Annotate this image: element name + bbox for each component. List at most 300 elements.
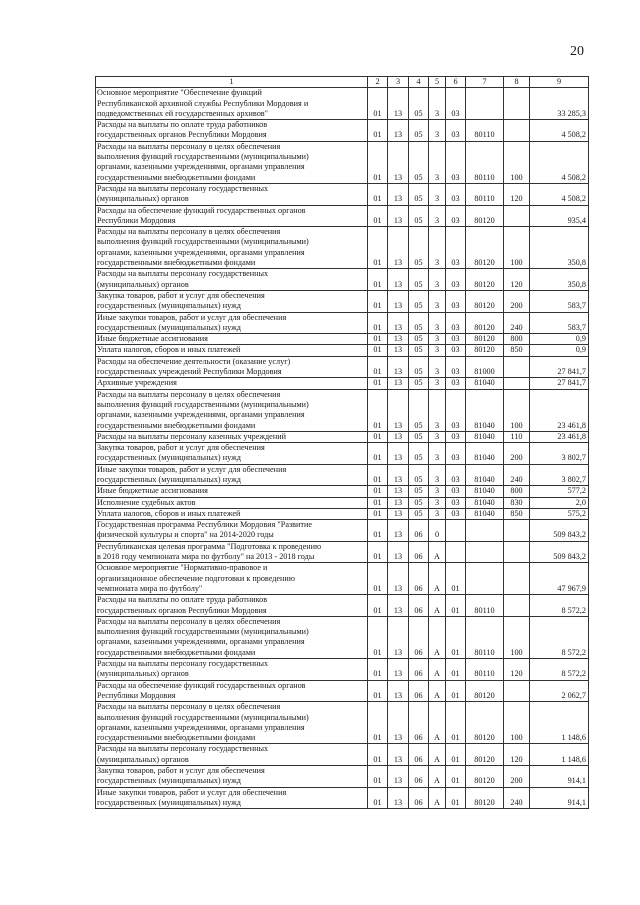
row-name: Расходы на обеспечение функций государственных органов Республики Мордовия <box>96 680 368 702</box>
code-subprogram: А <box>429 616 446 658</box>
amount: 350,8 <box>530 269 589 291</box>
amount: 23 461,8 <box>530 389 589 431</box>
code-subprogram: 0 <box>429 520 446 542</box>
code-expense-type: 110 <box>504 431 530 442</box>
code-section: 01 <box>368 205 388 227</box>
row-name: Основное мероприятие "Нормативно-правовое и организационное обеспечение подготовки к проведению чемпионата мира по футболу" <box>96 563 368 595</box>
code-activity: 03 <box>446 120 466 142</box>
code-direction: 80120 <box>466 702 504 744</box>
table-row <box>96 269 589 291</box>
code-direction: 80110 <box>466 141 504 183</box>
code-program: 05 <box>409 508 429 519</box>
row-name: Расходы на выплаты персоналу государственных (муниципальных) органов <box>96 269 368 291</box>
code-subprogram: 3 <box>429 141 446 183</box>
code-activity: 01 <box>446 595 466 617</box>
code-subsection: 13 <box>388 120 409 142</box>
code-program: 06 <box>409 595 429 617</box>
code-expense-type: 100 <box>504 702 530 744</box>
row-name: Иные бюджетные ассигнования <box>96 486 368 497</box>
table-row <box>96 595 589 617</box>
code-expense-type: 200 <box>504 290 530 312</box>
amount: 4 508,2 <box>530 120 589 142</box>
row-name: Закупка товаров, работ и услуг для обеспечения государственных (муниципальных) нужд <box>96 443 368 465</box>
code-subsection: 13 <box>388 659 409 681</box>
code-direction: 80120 <box>466 205 504 227</box>
table-row <box>96 334 589 345</box>
code-expense-type: 100 <box>504 141 530 183</box>
amount: 27 841,7 <box>530 378 589 389</box>
row-name: Архивные учреждения <box>96 378 368 389</box>
table-row <box>96 141 589 183</box>
code-section: 01 <box>368 680 388 702</box>
table-row <box>96 702 589 744</box>
code-activity: 03 <box>446 183 466 205</box>
code-expense-type <box>504 88 530 120</box>
code-subsection: 13 <box>388 520 409 542</box>
code-activity: 03 <box>446 269 466 291</box>
code-subprogram: А <box>429 659 446 681</box>
code-section: 01 <box>368 227 388 269</box>
table-row <box>96 183 589 205</box>
amount: 8 572,2 <box>530 616 589 658</box>
code-subsection: 13 <box>388 205 409 227</box>
code-subsection: 13 <box>388 497 409 508</box>
amount: 350,8 <box>530 227 589 269</box>
row-name: Уплата налогов, сборов и иных платежей <box>96 508 368 519</box>
amount: 27 841,7 <box>530 356 589 378</box>
code-activity: 01 <box>446 787 466 809</box>
code-activity: 03 <box>446 227 466 269</box>
code-direction: 80120 <box>466 766 504 788</box>
code-subsection: 13 <box>388 345 409 356</box>
code-program: 05 <box>409 120 429 142</box>
column-header: 1 <box>96 77 368 88</box>
code-subsection: 13 <box>388 616 409 658</box>
code-section: 01 <box>368 356 388 378</box>
code-section: 01 <box>368 141 388 183</box>
row-name: Республиканская целевая программа "Подготовка к проведению в 2018 году чемпионата мира по футболу" на 2013 - 2018 годы <box>96 541 368 563</box>
code-expense-type <box>504 541 530 563</box>
code-activity: 03 <box>446 508 466 519</box>
code-direction: 80120 <box>466 744 504 766</box>
code-program: 05 <box>409 290 429 312</box>
code-section: 01 <box>368 312 388 334</box>
code-program: 06 <box>409 659 429 681</box>
code-subprogram: 3 <box>429 269 446 291</box>
code-section: 01 <box>368 595 388 617</box>
code-activity: 01 <box>446 680 466 702</box>
code-subsection: 13 <box>388 563 409 595</box>
code-section: 01 <box>368 497 388 508</box>
code-subprogram: 3 <box>429 443 446 465</box>
table-row <box>96 312 589 334</box>
table-row <box>96 431 589 442</box>
code-expense-type <box>504 563 530 595</box>
table-body <box>96 88 589 809</box>
amount: 47 967,9 <box>530 563 589 595</box>
table-row <box>96 787 589 809</box>
code-activity: 01 <box>446 563 466 595</box>
code-subsection: 13 <box>388 141 409 183</box>
code-expense-type: 800 <box>504 486 530 497</box>
code-direction <box>466 541 504 563</box>
code-subsection: 13 <box>388 334 409 345</box>
amount: 509 843,2 <box>530 541 589 563</box>
code-expense-type: 120 <box>504 744 530 766</box>
code-subprogram: 3 <box>429 88 446 120</box>
table-row <box>96 345 589 356</box>
amount: 1 148,6 <box>530 744 589 766</box>
code-activity <box>446 541 466 563</box>
code-subprogram: 3 <box>429 290 446 312</box>
code-subsection: 13 <box>388 290 409 312</box>
code-program: 05 <box>409 88 429 120</box>
row-name: Расходы на выплаты персоналу казенных учреждений <box>96 431 368 442</box>
table-row <box>96 744 589 766</box>
row-name: Основное мероприятие "Обеспечение функций Республиканской архивной службы Республики Мордовия и подведомственных ей государственных архивов" <box>96 88 368 120</box>
code-program: 05 <box>409 345 429 356</box>
code-program: 05 <box>409 141 429 183</box>
code-subprogram: 3 <box>429 464 446 486</box>
code-subprogram: 3 <box>429 389 446 431</box>
code-expense-type: 240 <box>504 312 530 334</box>
code-subprogram: 3 <box>429 508 446 519</box>
amount: 914,1 <box>530 787 589 809</box>
row-name: Уплата налогов, сборов и иных платежей <box>96 345 368 356</box>
code-subprogram: 3 <box>429 497 446 508</box>
amount: 33 285,3 <box>530 88 589 120</box>
code-subsection: 13 <box>388 464 409 486</box>
code-subsection: 13 <box>388 183 409 205</box>
code-subsection: 13 <box>388 595 409 617</box>
code-program: 06 <box>409 744 429 766</box>
code-direction: 81040 <box>466 431 504 442</box>
amount: 577,2 <box>530 486 589 497</box>
column-header: 5 <box>429 77 446 88</box>
code-program: 05 <box>409 486 429 497</box>
code-direction: 80120 <box>466 290 504 312</box>
code-direction: 81040 <box>466 464 504 486</box>
code-subprogram: А <box>429 702 446 744</box>
code-expense-type: 100 <box>504 227 530 269</box>
code-program: 05 <box>409 205 429 227</box>
amount: 575,2 <box>530 508 589 519</box>
code-section: 01 <box>368 508 388 519</box>
table-row <box>96 290 589 312</box>
code-subsection: 13 <box>388 88 409 120</box>
column-header: 8 <box>504 77 530 88</box>
code-subsection: 13 <box>388 702 409 744</box>
code-activity: 03 <box>446 497 466 508</box>
code-section: 01 <box>368 334 388 345</box>
code-section: 01 <box>368 389 388 431</box>
code-direction: 81040 <box>466 443 504 465</box>
amount: 2 062,7 <box>530 680 589 702</box>
code-section: 01 <box>368 88 388 120</box>
table-row <box>96 766 589 788</box>
code-direction: 80110 <box>466 616 504 658</box>
code-section: 01 <box>368 431 388 442</box>
code-activity: 03 <box>446 345 466 356</box>
code-direction: 81040 <box>466 508 504 519</box>
code-program: 05 <box>409 464 429 486</box>
code-activity: 03 <box>446 378 466 389</box>
table-row <box>96 486 589 497</box>
code-subprogram: 3 <box>429 486 446 497</box>
code-subsection: 13 <box>388 680 409 702</box>
row-name: Государственная программа Республики Мордовия "Развитие физической культуры и спорта" на 2014-2020 годы <box>96 520 368 542</box>
code-subprogram: 3 <box>429 183 446 205</box>
row-name: Расходы на выплаты персоналу государственных (муниципальных) органов <box>96 183 368 205</box>
code-direction: 80120 <box>466 680 504 702</box>
code-expense-type: 850 <box>504 345 530 356</box>
code-subsection: 13 <box>388 356 409 378</box>
code-expense-type <box>504 520 530 542</box>
column-header: 7 <box>466 77 504 88</box>
amount: 4 508,2 <box>530 141 589 183</box>
code-direction: 80120 <box>466 269 504 291</box>
row-name: Иные закупки товаров, работ и услуг для обеспечения государственных (муниципальных) нужд <box>96 787 368 809</box>
code-activity: 03 <box>446 205 466 227</box>
code-section: 01 <box>368 464 388 486</box>
code-direction: 80110 <box>466 120 504 142</box>
code-section: 01 <box>368 616 388 658</box>
code-subprogram: 3 <box>429 378 446 389</box>
code-program: 06 <box>409 541 429 563</box>
table-row <box>96 389 589 431</box>
amount: 583,7 <box>530 290 589 312</box>
code-expense-type: 120 <box>504 659 530 681</box>
code-expense-type <box>504 356 530 378</box>
code-program: 06 <box>409 787 429 809</box>
amount: 1 148,6 <box>530 702 589 744</box>
table-row <box>96 659 589 681</box>
code-program: 05 <box>409 497 429 508</box>
code-subsection: 13 <box>388 486 409 497</box>
code-direction: 81040 <box>466 486 504 497</box>
code-section: 01 <box>368 744 388 766</box>
table-row <box>96 520 589 542</box>
code-subprogram: 3 <box>429 356 446 378</box>
code-section: 01 <box>368 766 388 788</box>
code-section: 01 <box>368 541 388 563</box>
code-program: 06 <box>409 766 429 788</box>
code-program: 06 <box>409 563 429 595</box>
code-expense-type: 240 <box>504 787 530 809</box>
code-section: 01 <box>368 486 388 497</box>
row-name: Расходы на выплаты персоналу в целях обеспечения выполнения функций государственными (муниципальными) органами, казенными учреждениями, органами управления государственными внебюджетными фондами <box>96 702 368 744</box>
row-name: Расходы на выплаты персоналу в целях обеспечения выполнения функций государственными (муниципальными) органами, казенными учреждениями, органами управления государственными внебюджетными фондами <box>96 389 368 431</box>
code-subsection: 13 <box>388 227 409 269</box>
code-activity: 01 <box>446 766 466 788</box>
code-subprogram: А <box>429 563 446 595</box>
column-header: 6 <box>446 77 466 88</box>
row-name: Иные закупки товаров, работ и услуг для обеспечения государственных (муниципальных) нужд <box>96 312 368 334</box>
table-row <box>96 227 589 269</box>
code-subprogram: А <box>429 541 446 563</box>
code-activity <box>446 520 466 542</box>
table-row <box>96 616 589 658</box>
amount: 23 461,8 <box>530 431 589 442</box>
amount: 583,7 <box>530 312 589 334</box>
code-expense-type <box>504 680 530 702</box>
column-header: 3 <box>388 77 409 88</box>
code-section: 01 <box>368 183 388 205</box>
code-subsection: 13 <box>388 508 409 519</box>
header-row <box>96 77 589 88</box>
code-activity: 03 <box>446 290 466 312</box>
code-section: 01 <box>368 702 388 744</box>
table-row <box>96 88 589 120</box>
amount: 935,4 <box>530 205 589 227</box>
code-expense-type: 240 <box>504 464 530 486</box>
code-subprogram: А <box>429 744 446 766</box>
code-program: 05 <box>409 378 429 389</box>
code-direction: 80120 <box>466 227 504 269</box>
code-expense-type: 200 <box>504 443 530 465</box>
code-subprogram: 3 <box>429 312 446 334</box>
code-expense-type: 100 <box>504 616 530 658</box>
amount: 3 802,7 <box>530 464 589 486</box>
code-program: 05 <box>409 227 429 269</box>
code-expense-type <box>504 378 530 389</box>
row-name: Расходы на выплаты персоналу государственных (муниципальных) органов <box>96 659 368 681</box>
code-subsection: 13 <box>388 431 409 442</box>
code-section: 01 <box>368 120 388 142</box>
code-program: 06 <box>409 616 429 658</box>
column-header: 9 <box>530 77 589 88</box>
row-name: Исполнение судебных актов <box>96 497 368 508</box>
code-activity: 03 <box>446 431 466 442</box>
code-direction <box>466 563 504 595</box>
code-subprogram: 3 <box>429 227 446 269</box>
row-name: Расходы на выплаты персоналу в целях обеспечения выполнения функций государственными (муниципальными) органами, казенными учреждениями, органами управления государственными внебюджетными фондами <box>96 227 368 269</box>
code-section: 01 <box>368 378 388 389</box>
table-row <box>96 680 589 702</box>
code-direction: 81040 <box>466 389 504 431</box>
code-activity: 01 <box>446 616 466 658</box>
table-row <box>96 120 589 142</box>
table-row <box>96 563 589 595</box>
code-program: 05 <box>409 183 429 205</box>
code-program: 06 <box>409 680 429 702</box>
code-activity: 01 <box>446 702 466 744</box>
code-section: 01 <box>368 563 388 595</box>
row-name: Расходы на выплаты персоналу в целях обеспечения выполнения функций государственными (муниципальными) органами, казенными учреждениями, органами управления государственными внебюджетными фондами <box>96 616 368 658</box>
code-subsection: 13 <box>388 443 409 465</box>
amount: 0,9 <box>530 345 589 356</box>
code-subprogram: 3 <box>429 120 446 142</box>
code-program: 06 <box>409 520 429 542</box>
code-activity: 03 <box>446 486 466 497</box>
code-section: 01 <box>368 520 388 542</box>
code-subprogram: 3 <box>429 431 446 442</box>
code-program: 06 <box>409 702 429 744</box>
code-subprogram: А <box>429 766 446 788</box>
code-activity: 03 <box>446 334 466 345</box>
row-name: Расходы на выплаты персоналу в целях обеспечения выполнения функций государственными (муниципальными) органами, казенными учреждениями, органами управления государственными внебюджетными фондами <box>96 141 368 183</box>
amount: 8 572,2 <box>530 595 589 617</box>
code-direction: 81040 <box>466 497 504 508</box>
code-direction <box>466 520 504 542</box>
column-header: 2 <box>368 77 388 88</box>
table-row <box>96 508 589 519</box>
code-direction: 80120 <box>466 334 504 345</box>
table-row <box>96 541 589 563</box>
budget-table <box>95 76 589 809</box>
code-subsection: 13 <box>388 389 409 431</box>
code-subprogram: 3 <box>429 334 446 345</box>
row-name: Иные закупки товаров, работ и услуг для обеспечения государственных (муниципальных) нужд <box>96 464 368 486</box>
code-expense-type: 850 <box>504 508 530 519</box>
code-direction: 80110 <box>466 659 504 681</box>
code-subsection: 13 <box>388 312 409 334</box>
code-direction: 80110 <box>466 183 504 205</box>
code-section: 01 <box>368 269 388 291</box>
row-name: Расходы на обеспечение функций государственных органов Республики Мордовия <box>96 205 368 227</box>
table-row <box>96 356 589 378</box>
code-subprogram: 3 <box>429 205 446 227</box>
code-activity: 03 <box>446 443 466 465</box>
code-section: 01 <box>368 659 388 681</box>
code-program: 05 <box>409 389 429 431</box>
code-activity: 01 <box>446 659 466 681</box>
row-name: Расходы на обеспечение деятельности (оказание услуг) государственных учреждений Республики Мордовия <box>96 356 368 378</box>
code-program: 05 <box>409 312 429 334</box>
code-expense-type: 120 <box>504 183 530 205</box>
code-expense-type: 100 <box>504 389 530 431</box>
code-expense-type: 200 <box>504 766 530 788</box>
code-section: 01 <box>368 290 388 312</box>
code-activity: 03 <box>446 312 466 334</box>
amount: 914,1 <box>530 766 589 788</box>
code-subprogram: А <box>429 680 446 702</box>
amount: 0,9 <box>530 334 589 345</box>
code-direction: 81040 <box>466 378 504 389</box>
amount: 4 508,2 <box>530 183 589 205</box>
amount: 509 843,2 <box>530 520 589 542</box>
code-subsection: 13 <box>388 787 409 809</box>
column-header: 4 <box>409 77 429 88</box>
code-program: 05 <box>409 356 429 378</box>
code-subprogram: А <box>429 595 446 617</box>
code-direction <box>466 88 504 120</box>
table-row <box>96 378 589 389</box>
table-row <box>96 464 589 486</box>
table-row <box>96 205 589 227</box>
code-program: 05 <box>409 269 429 291</box>
table-row <box>96 443 589 465</box>
code-expense-type: 120 <box>504 269 530 291</box>
code-direction: 80120 <box>466 312 504 334</box>
code-direction: 80120 <box>466 787 504 809</box>
code-expense-type <box>504 595 530 617</box>
code-activity: 03 <box>446 464 466 486</box>
code-program: 05 <box>409 443 429 465</box>
page-number: 20 <box>570 44 584 59</box>
code-subsection: 13 <box>388 766 409 788</box>
row-name: Расходы на выплаты по оплате труда работников государственных органов Республики Мордовия <box>96 595 368 617</box>
code-expense-type: 800 <box>504 334 530 345</box>
code-subsection: 13 <box>388 744 409 766</box>
code-activity: 03 <box>446 389 466 431</box>
code-subprogram: 3 <box>429 345 446 356</box>
code-subsection: 13 <box>388 378 409 389</box>
code-activity: 03 <box>446 88 466 120</box>
row-name: Расходы на выплаты по оплате труда работников государственных органов Республики Мордовия <box>96 120 368 142</box>
code-section: 01 <box>368 345 388 356</box>
code-section: 01 <box>368 443 388 465</box>
